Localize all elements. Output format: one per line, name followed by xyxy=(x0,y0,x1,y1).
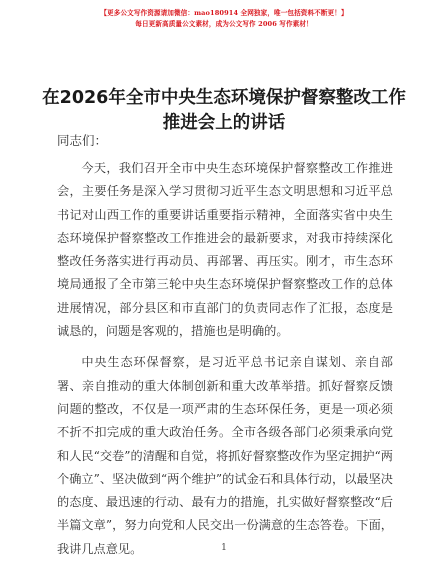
promo-banner-line-1: 【更多公文写作资源请加微信：mao180914 全网独家，唯一包括资料不断更！】 xyxy=(100,9,348,17)
body-paragraph: 中央生态环保督察，是习近平总书记亲自谋划、亲自部署、亲自推动的重大体制创新和重大改革举措。抓好督察反馈问题的整改，不仅是一项严肃的生态环保任务，更是一项必须不折不扣完成的重大政治任务。全市各级各部门必须秉承向党和人民“交卷”的清醒和自觉，将抓好督察整改作为坚定拥护“两个确立”、坚决做到“两个维护”的试金石和具体行动，以最坚决的态度、最迅速的行动、最有力的措施，扎实做好督察整改“后半篇文章”，努力向党和人民交出一份满意的生态答卷。下面，我讲几点意见。 xyxy=(57,355,393,556)
body-paragraph: 今天，我们召开全市中央生态环境保护督察整改工作推进会，主要任务是深入学习贯彻习近平生态文明思想和习近平总书记对山西工作的重要讲话重要指示精神，全面落实省中央生态环境保护督察整改工作推进会的最新要求，对我市持续深化整改任务落实进行再动员、再部署、再压实。刚才，市生态环境局通报了全市第三轮中央生态环境保护督察整改工作的总体进展情况，部分县区和市直部门的负责同志作了汇报，态度是诚恳的，问题是客观的，措施也是明确的。 xyxy=(57,161,393,339)
salutation: 同志们： xyxy=(57,133,108,148)
document-title-line-2: 推进会上的讲话 xyxy=(162,113,286,133)
promo-banner xyxy=(0,8,448,30)
document-title-line-1: 在2026年全市中央生态环境保护督察整改工作 xyxy=(42,88,406,108)
document-title xyxy=(0,86,448,136)
page-number: 1 xyxy=(221,543,227,553)
document-body xyxy=(57,157,393,569)
promo-banner-line-2: 每日更新高质量公文素材，成为公文写作 2006 写作素材！ xyxy=(135,20,313,28)
